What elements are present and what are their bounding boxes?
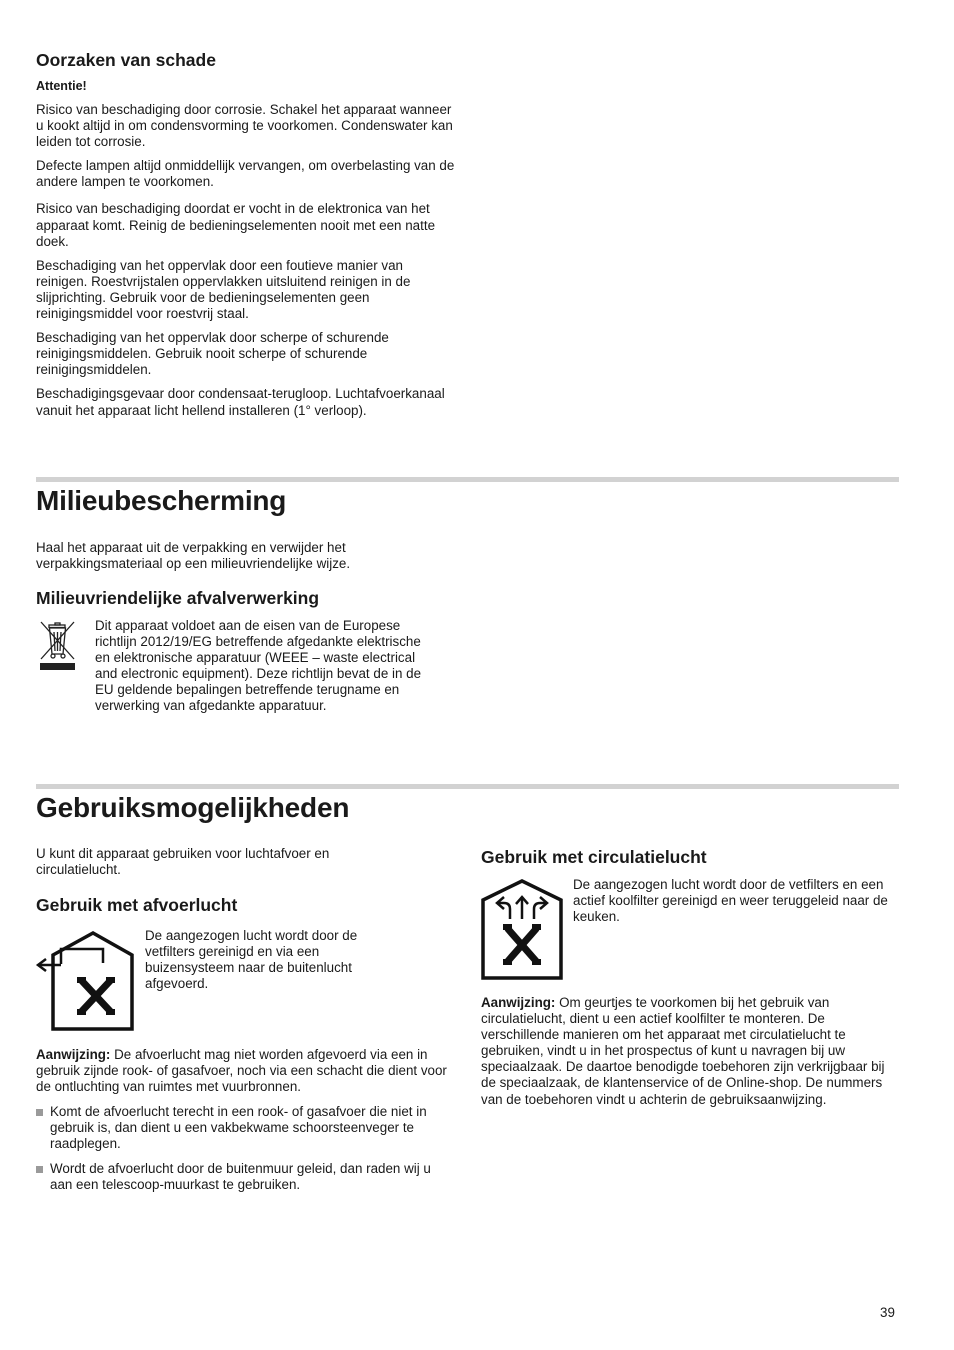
circulatie-note [481,995,901,1108]
weee-bin-icon [37,620,79,672]
heading-gebruik-met-afvoerlucht: Gebruik met afvoerlucht [36,895,238,915]
page-number: 39 [880,1305,895,1320]
circulatie-desc: De aangezogen lucht wordt door de vetfilters en een actief koolfilter gereinigd en weer teruggeleid naar de keuken. [573,877,888,925]
heading-milieubescherming: Milieubescherming [36,485,287,516]
afvoer-desc: De aangezogen lucht wordt door de vetfilters gereinigd en via een buizensysteem naar de buitenlucht afgevoerd. [145,928,358,992]
schade-paragraph: Defecte lampen altijd onmiddellijk vervangen, om overbelasting van de andere lampen te voorkomen. [36,158,455,190]
section-divider [36,477,899,482]
schade-paragraphs [36,102,456,419]
heading-gebruiksmogelijkheden: Gebruiksmogelijkheden [36,792,350,823]
gebruik-intro: U kunt dit apparaat gebruiken voor luchtafvoer en circulatielucht. [36,846,330,878]
afvoer-note [36,1047,456,1095]
schade-paragraph: Risico van beschadiging doordat er vocht in de elektronica van het apparaat komt. Reinig de bedieningselementen nooit met een natte doek. [36,201,436,249]
milieu-intro: Haal het apparaat uit de verpakking en verwijder het verpakkingsmateriaal op een milieuvriendelijke wijze. [36,540,351,572]
bullet-square-icon [36,1109,43,1116]
note-text: De afvoerlucht mag niet worden afgevoerd via een in gebruik zijnde rook- of gasafvoer, noch via een schacht die dient voor de ontluchting van ruimtes met vuurbronnen. [36,1047,447,1095]
attention-label: Attentie! [36,79,87,93]
exhaust-air-house-icon [35,929,135,1033]
list-item: Wordt de afvoerlucht door de buitenmuur geleid, dan raden wij u aan een telescoop-muurkast te gebruiken. [36,1161,456,1193]
schade-paragraph: Beschadigingsgevaar door condensaat-terugloop. Luchtafvoerkanaal vanuit het apparaat licht hellend installeren (1° verloop). [36,386,445,418]
note-label: Aanwijzing: [481,995,556,1010]
bullet-square-icon [36,1166,43,1173]
afvoer-bullets [36,1104,456,1193]
note-text: Om geurtjes te voorkomen bij het gebruik van circulatielucht, dient u een actief koolfilter te monteren. De verschillende manieren om het apparaat met circulatielucht te gebruiken, vindt u in het prospectus of kunt u navragen bij uw speciaalzaak. De daartoe benodigde toebehoren zijn verkrijgbaar bij de speciaalzaak, de klantenservice of de Online-shop. De nummers van de toebehoren vindt u achterin de gebruiksaanwijzing. [481,995,885,1107]
weee-text: Dit apparaat voldoet aan de eisen van de Europese richtlijn 2012/19/EG betreffende afgedankte elektrische en elektronische apparatuur (WEEE – waste electrical and electronic equipment). Deze richtlijn bevat de in de EU geldende bepalingen betreffende terugname en verwerking van afgedankte apparatuur. [95,618,422,714]
heading-oorzaken-van-schade: Oorzaken van schade [36,50,216,70]
list-item: Komt de afvoerlucht terecht in een rook- of gasafvoer die niet in gebruik is, dan dient u een vakbekwame schoorsteenveger te raadplegen. [36,1104,456,1152]
note-label: Aanwijzing: [36,1047,111,1062]
schade-paragraph: Risico van beschadiging door corrosie. Schakel het apparaat wanneer u kookt altijd in om condensvorming te voorkomen. Condenswater kan leiden tot corrosie. [36,102,453,150]
schade-paragraph: Beschadiging van het oppervlak door een foutieve manier van reinigen. Roestvrijstalen oppervlakken uitsluitend reinigen in de slijprichting. Gebruik voor de bedieningselementen geen reinigingsmiddel voor roestvrij staal. [36,257,411,322]
heading-gebruik-met-circulatielucht: Gebruik met circulatielucht [481,847,707,867]
section-divider [36,784,899,789]
schade-paragraph: Beschadiging van het oppervlak door scherpe of schurende reinigingsmiddelen. Gebruik nooit scherpe of schurende reinigingsmiddelen. [36,330,389,378]
heading-milieuvriendelijke-afvalverwerking: Milieuvriendelijke afvalverwerking [36,588,320,608]
recirculation-house-icon [480,879,564,981]
